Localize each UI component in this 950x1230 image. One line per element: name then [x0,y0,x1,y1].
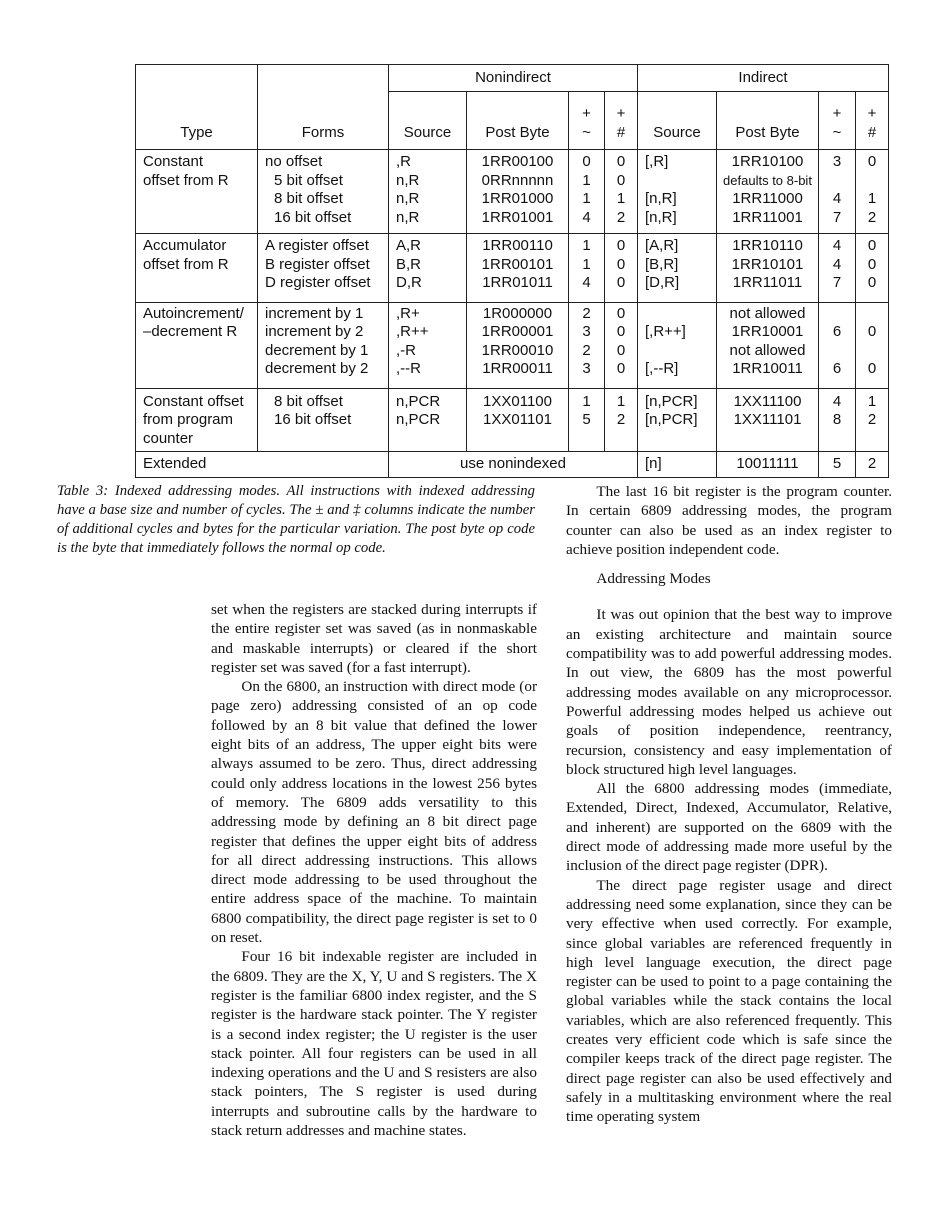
cell-line: 1RR00110 [482,237,553,254]
header-symbol: ~ [832,123,842,141]
table-row-extended [136,452,889,478]
header-nonindirect-source: Source [389,92,467,150]
header-forms: Forms [258,65,389,150]
cell-line: 4 [582,208,591,226]
cell-line: –decrement R [143,323,238,340]
cell-line: 8 bit offset [274,392,343,410]
cell-line: 0 [616,304,626,322]
cell-line: 7 [832,208,842,226]
cell-forms [258,150,389,234]
cell-line: 1RR01001 [481,208,554,226]
cell-nonindirect-source [389,150,467,234]
table-row [136,150,889,234]
paragraph: Four 16 bit indexable register are included in the 6809. They are the X, Y, U and S registers. The X register is the familiar 6800 index register, and the S register is the hardware stack pointer. The Y register is a second index register; the U register is the user stack pointer. All four registers can be used in all indexing operations and the U and S resisters are also stack pointers, The S register is used during interrupts and subroutine calls by the hardware to stack return addresses and machine states. [211,948,537,1140]
cell-line: [A,R] [645,237,679,254]
cell-line: Constant [143,153,204,170]
table-row [136,388,889,452]
cell-line: 4 [832,255,842,273]
cell-nonindirect-source [389,302,467,388]
cell-line: 1RR11000 [732,190,803,207]
cell-line: 8 [832,411,842,428]
cell-line: 0 [616,274,626,291]
cell-forms [258,388,389,452]
header-nonindirect: Nonindirect [389,65,638,92]
cell-line: 2 [582,304,591,322]
cell-line: 1XX01100 [483,392,552,410]
cell-nonindirect-cycles [569,302,605,388]
table-body [136,150,889,452]
header-symbol: + [867,105,877,122]
cell-nonindirect-bytes [605,234,638,303]
cell-line [856,305,888,324]
cell-line: 5 [582,411,591,428]
cell-line: 1XX11100 [733,392,802,410]
right-text-column [566,482,892,1127]
cell-nonindirect-cycles [569,234,605,303]
cell-line: ,--R [396,360,421,377]
paragraph: The last 16 bit register is the program counter. In certain 6809 addressing modes, the program counter can also be used as an index register to achieve position independent code. [566,483,892,558]
cell-line: 0 [867,360,877,377]
cell-nonindirect-bytes [605,388,638,452]
cell-line: 1RR00001 [481,323,554,340]
cell-nonindirect-bytes [605,150,638,234]
cell-line: 8 bit offset [274,190,343,207]
cell-indirect-source [638,388,717,452]
table-row [136,302,889,388]
cell-nonindirect-postbyte [467,302,569,388]
cell-line: 0 [582,153,591,170]
cell-line: D,R [396,274,422,291]
cell-line: n,PCR [396,392,441,410]
cell-line: 1 [582,190,591,207]
cell-nonindirect-postbyte [467,388,569,452]
paragraph: On the 6800, an instruction with direct mode (or page zero) addressing consisted of an op code followed by an 8 bit value that defined the lower eight bits of an address, The upper eight bits were always assumed to be zero. Thus, direct addressing could only address locations in the lowest 256 bytes of memory. The 6809 adds versatility to this addressing mode by defining an 8 bit direct page register that defines the upper eight bits of address for all direct addressing instructions. This allows direct mode addressing to be used throughout the entire address space of the machine. To maintain 6800 compatibility, the direct page register is set to 0 on reset. [211,678,537,947]
cell-line: 2 [867,411,877,428]
cell-line: offset from R [143,255,229,273]
cell-indirect-source [638,150,717,234]
cell-indirect-bytes [856,150,889,234]
cell-type [136,234,258,303]
cell-line: 1RR00011 [482,360,553,377]
cell-line: [,R++] [645,323,686,340]
cell-nonindirect-cycles [569,388,605,452]
cell-line: 0 [616,341,626,359]
cell-nonindirect-cycles [569,150,605,234]
header-symbol: + [616,105,626,122]
header-nonindirect-bytes [605,92,638,150]
table-row [136,234,889,303]
cell-line: 6 [832,323,842,340]
paragraph: It was out opinion that the best way to improve an existing architecture and maintain source compatibility was to add powerful addressing modes. In out view, the 6809 has the most powerful addressing modes available on any microprocessor. Powerful addressing modes helped us achieve out goals of position independence, reentrancy, recursion, consistency and easy implementation of block structured high level languages. [566,606,892,778]
cell-line: increment by 2 [265,323,364,340]
cell-line: 2 [582,341,591,359]
left-text-column [211,600,537,1140]
cell-line: 0 [616,255,626,273]
header-symbol: + [582,105,591,122]
cell-forms [258,234,389,303]
header-symbol: # [616,123,626,141]
cell-line: no offset [265,153,323,170]
cell-line: 0 [616,171,626,189]
cell-line: 0RRnnnnn [481,171,554,189]
cell-line: decrement by 2 [265,360,369,377]
cell-line: [n,PCR] [645,392,698,410]
cell-line [645,172,716,191]
cell-line: 16 bit offset [274,208,352,226]
cell-line: 5 bit offset [274,171,343,189]
cell-line: 1 [867,392,877,410]
cell-indirect-postbyte: 10011111 [717,452,819,478]
cell-line: 1RR11011 [732,274,803,291]
cell-indirect-source: [n] [638,452,717,478]
cell-nonindirect-bytes [605,302,638,388]
cell-indirect-bytes [856,302,889,388]
cell-line: ,R+ [396,304,420,322]
cell-line: [n,PCR] [645,411,698,428]
cell-type: Extended [136,452,389,478]
cell-line: defaults to 8-bit [723,172,812,188]
cell-indirect-postbyte [717,388,819,452]
cell-line: B,R [396,255,422,273]
cell-line: [,R] [645,153,669,170]
cell-line: 2 [867,208,877,226]
cell-line: [B,R] [645,255,679,273]
cell-line: 0 [867,153,877,170]
cell-forms [258,302,389,388]
cell-line: n,R [396,171,420,189]
cell-line [819,172,855,191]
cell-line: 1RR01011 [482,274,553,291]
cell-line: 7 [832,274,842,291]
cell-line: 1 [867,190,877,207]
cell-line: ,R [396,153,411,170]
paragraph: The direct page register usage and direct addressing need some explanation, since they can be very effective when used correctly. For example, since global variables are referenced frequently in high level language execution, the direct page register can be used to point to a page containing the global variables while the stack contains the local variables, which are also referenced frequently. This creates very efficient code which is safe since the compiler keeps track of the direct page register. The direct page register can also be used effectively and safely in a multitasking environment where the real time operating system [566,876,892,1126]
cell-line: 4 [582,274,591,291]
cell-line: 4 [832,190,842,207]
header-type: Type [136,65,258,150]
cell-line [645,305,716,324]
cell-line: 2 [616,411,626,428]
cell-nonindirect-postbyte [467,234,569,303]
cell-line: Constant offset [143,392,244,410]
cell-type [136,302,258,388]
cell-line: 0 [867,255,877,273]
cell-nonindirect: use nonindexed [389,452,638,478]
cell-line: 0 [867,323,877,340]
cell-line: 1RR00010 [481,341,554,359]
cell-line: not allowed [729,304,806,322]
cell-line: counter [143,429,194,447]
cell-line: 1 [616,190,626,207]
cell-line: D register offset [265,274,371,291]
cell-line: 1RR10001 [731,323,804,340]
cell-indirect-source [638,302,717,388]
cell-line: 1XX11101 [733,411,802,428]
cell-indirect-cycles [819,234,856,303]
cell-line: 3 [582,323,591,340]
cell-line: A register offset [265,237,369,254]
table-caption: Table 3: Indexed addressing modes. All instructions with indexed addressing have a base size and number of cycles. The ± and ‡ columns indicate the number of additional cycles and bytes for the particular variation. The post byte op code is the byte that immediately follows the normal op code. [57,483,535,556]
cell-type [136,150,258,234]
cell-line: n,PCR [396,411,441,428]
header-nonindirect-cycles [569,92,605,150]
cell-line: offset from R [143,171,229,189]
cell-line [856,172,888,191]
cell-line: 3 [582,360,591,377]
cell-line: 4 [832,237,842,254]
cell-line: [,--R] [645,360,679,377]
header-symbol: # [867,123,877,141]
header-indirect-bytes [856,92,889,150]
cell-line: from program [143,411,234,428]
header-indirect-cycles [819,92,856,150]
cell-line: 0 [867,237,877,254]
header-symbol: + [832,105,842,122]
cell-indirect-bytes [856,234,889,303]
header-indirect-source: Source [638,92,717,150]
cell-line [819,305,855,324]
cell-line: 1RR00100 [481,153,554,170]
cell-indirect-postbyte [717,150,819,234]
cell-line: 0 [616,360,626,377]
cell-line: 1RR11001 [732,208,803,226]
cell-line: 1XX01101 [483,411,552,428]
group-header-row [136,65,889,92]
cell-line: ,R++ [396,323,429,340]
header-symbol: ~ [582,123,591,141]
cell-line: not allowed [729,341,806,359]
cell-line: 0 [616,237,626,254]
paragraph: All the 6800 addressing modes (immediate, Extended, Direct, Indexed, Accumulator, Relative, and inherent) are supported on the 6809 with the direct mode of addressing made more useful by the inclusion of the direct page register (DPR). [566,780,892,875]
cell-line: [D,R] [645,274,680,291]
cell-line [856,342,888,361]
cell-line: Autoincrement/ [143,304,244,322]
cell-line: 6 [832,360,842,377]
cell-line: 1RR10011 [732,360,803,377]
cell-indirect-source [638,234,717,303]
cell-line: 1RR00101 [481,255,554,273]
cell-line: A,R [396,237,422,254]
cell-line [819,342,855,361]
cell-indirect-cycles [819,150,856,234]
cell-nonindirect-source [389,388,467,452]
cell-line: 4 [832,392,842,410]
addressing-modes-table [135,64,889,478]
cell-line: 1RR10110 [732,237,803,254]
cell-line: 1 [616,392,626,410]
cell-line [645,342,716,361]
cell-nonindirect-source [389,234,467,303]
cell-line: decrement by 1 [265,341,369,359]
cell-line: 16 bit offset [274,411,352,428]
cell-line: n,R [396,190,420,207]
cell-line: 1RR10100 [731,153,804,170]
cell-indirect-postbyte [717,302,819,388]
cell-line: B register offset [265,255,370,273]
cell-line: 0 [867,274,877,291]
cell-indirect-postbyte [717,234,819,303]
section-heading: Addressing Modes [596,570,711,588]
cell-line: 1RR10101 [731,255,804,273]
cell-line: 3 [832,153,842,170]
cell-line: 0 [616,323,626,340]
cell-line: ,-R [396,341,416,359]
paragraph: set when the registers are stacked during interrupts if the entire register set was saved (as in nonmaskable and maskable interrupts) or cleared if the short register set was saved (for a fast interrupt). [211,601,537,676]
cell-line: 0 [616,153,626,170]
cell-line: 1RR01000 [481,190,554,207]
header-indirect: Indirect [638,65,889,92]
cell-indirect-bytes [856,388,889,452]
cell-indirect-cycles: 5 [819,452,856,478]
cell-line: 1 [582,255,591,273]
cell-line: 1R000000 [482,304,553,322]
header-nonindirect-postbyte: Post Byte [467,92,569,150]
cell-line: increment by 1 [265,304,364,322]
cell-line: 2 [616,208,626,226]
cell-line: 1 [582,392,591,410]
cell-line: [n,R] [645,190,677,207]
cell-line: 1 [582,237,591,254]
cell-indirect-bytes: 2 [856,452,889,478]
cell-nonindirect-postbyte [467,150,569,234]
cell-line: Accumulator [143,237,227,254]
cell-line: n,R [396,208,420,226]
cell-line: 1 [582,171,591,189]
cell-indirect-cycles [819,388,856,452]
header-indirect-postbyte: Post Byte [717,92,819,150]
cell-type [136,388,258,452]
cell-line: [n,R] [645,208,677,226]
cell-indirect-cycles [819,302,856,388]
